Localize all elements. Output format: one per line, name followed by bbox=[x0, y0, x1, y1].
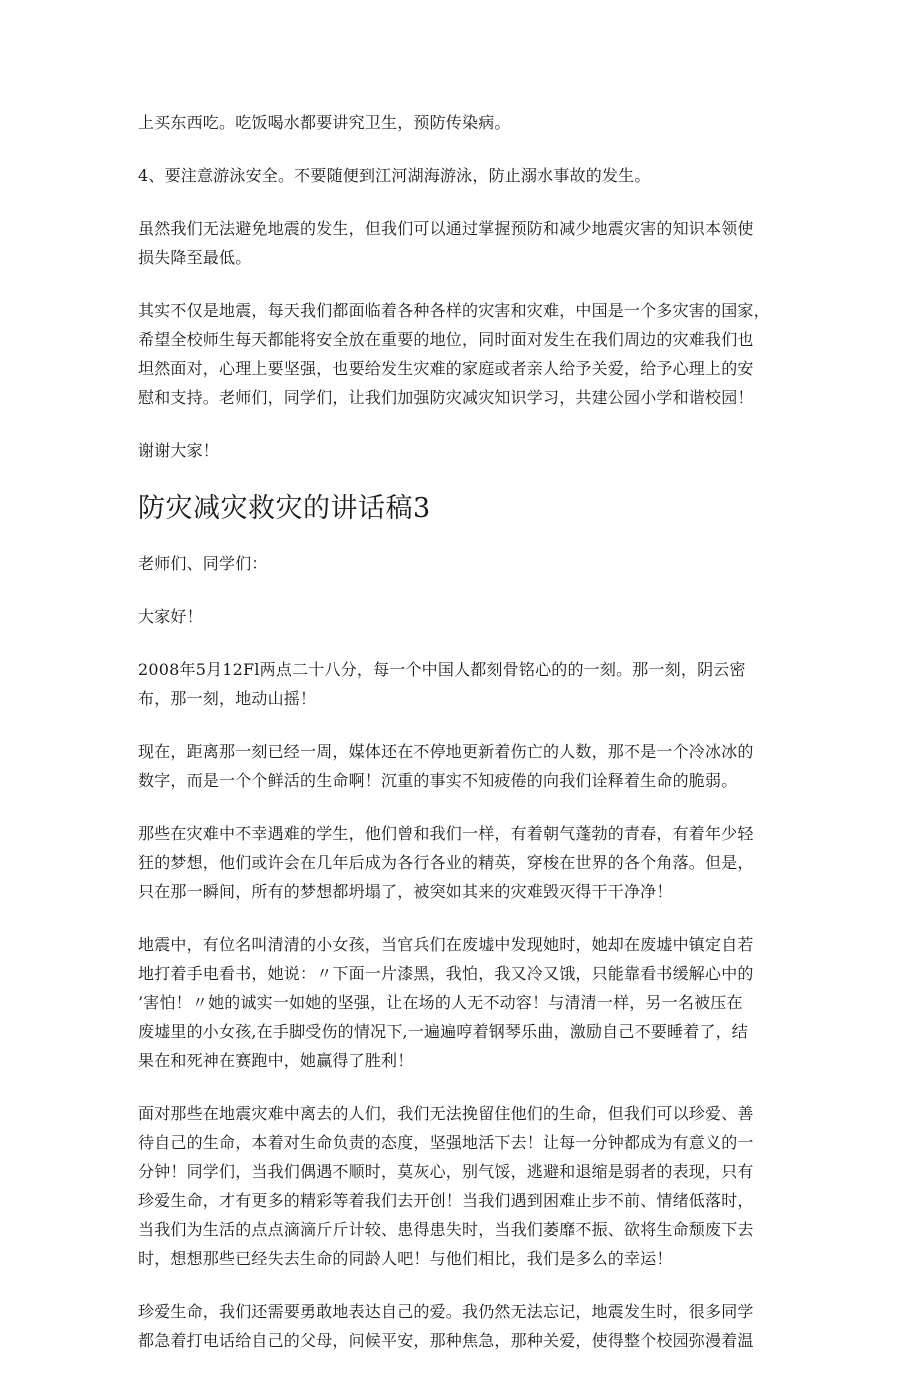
paragraph-line: 都急着打电话给自己的父母，问候平安，那种焦急，那种关爱，使得整个校园弥漫着温 bbox=[138, 1331, 754, 1350]
paragraph bbox=[138, 602, 798, 631]
paragraph-line: 珍爱生命，我们还需要勇敢地表达自己的爱。我仍然无法忘记，地震发生时，很多同学 bbox=[138, 1302, 754, 1321]
paragraph bbox=[138, 655, 798, 713]
paragraph bbox=[138, 737, 798, 795]
document-page bbox=[138, 108, 798, 1379]
paragraph-line: 老师们、同学们： bbox=[138, 554, 268, 573]
paragraph-line: 果在和死神在赛跑中，她赢得了胜利！ bbox=[138, 1051, 414, 1070]
section-title: 防灾减灾救灾的讲话稿3 bbox=[138, 493, 431, 524]
paragraph-line: 损失降至最低。 bbox=[138, 248, 252, 267]
paragraph-line: 时，想想那些已经失去生命的同龄人吧！与他们相比，我们是多么的幸运！ bbox=[138, 1249, 673, 1268]
paragraph bbox=[138, 549, 798, 578]
paragraph bbox=[138, 108, 798, 137]
paragraph-line: 待自己的生命，本着对生命负责的态度，坚强地活下去！让每一分钟都成为有意义的一 bbox=[138, 1133, 754, 1152]
paragraph-line: 珍爱生命，才有更多的精彩等着我们去开创！当我们遇到困难止步不前、情绪低落时， bbox=[138, 1191, 754, 1210]
paragraph-line: 分钟！同学们，当我们偶遇不顺时，莫灰心，别气馁，逃避和退缩是弱者的表现，只有 bbox=[138, 1162, 754, 1181]
paragraph-line: 那些在灾难中不幸遇难的学生，他们曾和我们一样，有着朝气蓬勃的青春，有着年少轻 bbox=[138, 824, 754, 843]
paragraph bbox=[138, 161, 798, 190]
paragraph bbox=[138, 436, 798, 465]
paragraph-line: 大家好！ bbox=[138, 607, 203, 626]
paragraph-line: 布，那一刻，地动山摇！ bbox=[138, 689, 317, 708]
paragraph-line: 其实不仅是地震，每天我们都面临着各种各样的灾害和灾难，中国是一个多灾害的国家， bbox=[138, 301, 770, 320]
paragraph-line: 废墟里的小女孩,在手脚受伤的情况下,一遍遍哼着钢琴乐曲，激励自己不要睡着了，结 bbox=[138, 1022, 748, 1041]
paragraph-line: 虽然我们无法避免地震的发生，但我们可以通过掌握预防和减少地震灾害的知识本领使 bbox=[138, 219, 754, 238]
paragraph-line: 2008年5月12Fl两点二十八分，每一个中国人都刻骨铭心的的一刻。那一刻，阴云密 bbox=[138, 660, 746, 679]
paragraph-line: 4、要注意游泳安全。不要随便到江河湖海游泳，防止溺水事故的发生。 bbox=[138, 166, 651, 185]
paragraph-line: 谢谢大家！ bbox=[138, 441, 220, 460]
paragraph bbox=[138, 930, 798, 1075]
paragraph-line: 地震中，有位名叫清清的小女孩，当官兵们在废墟中发现她时，她却在废墟中镇定自若 bbox=[138, 935, 754, 954]
paragraph bbox=[138, 296, 798, 412]
paragraph-line: 坦然面对，心理上要坚强，也要给发生灾难的家庭或者亲人给予关爱，给予心理上的安 bbox=[138, 359, 754, 378]
paragraph bbox=[138, 1099, 798, 1273]
paragraph-line: 狂的梦想，他们或许会在几年后成为各行各业的精英，穿梭在世界的各个角落。但是， bbox=[138, 853, 754, 872]
paragraph-line: 上买东西吃。吃饭喝水都要讲究卫生，预防传染病。 bbox=[138, 113, 511, 132]
paragraph-line: 地打着手电看书，她说：〃下面一片漆黑，我怕，我又冷又饿，只能靠看书缓解心中的 bbox=[138, 964, 754, 983]
paragraph bbox=[138, 1297, 798, 1355]
paragraph-line: 面对那些在地震灾难中离去的人们，我们无法挽留住他们的生命，但我们可以珍爱、善 bbox=[138, 1104, 754, 1123]
paragraph bbox=[138, 819, 798, 906]
paragraph-line: 慰和支持。老师们，同学们，让我们加强防灾减灾知识学习，共建公园小学和谐校园！ bbox=[138, 388, 754, 407]
previous-section-body bbox=[138, 108, 798, 465]
paragraph-line: 只在那一瞬间，所有的梦想都坍塌了，被突如其来的灾难毁灭得干干净净！ bbox=[138, 882, 673, 901]
paragraph-line: ’害怕！〃她的诚实一如她的坚强，让在场的人无不动容！与清清一样，另一名被压在 bbox=[138, 993, 743, 1012]
paragraph-line: 数字，而是一个个鲜活的生命啊！沉重的事实不知疲倦的向我们诠释着生命的脆弱。 bbox=[138, 771, 738, 790]
paragraph-line: 希望全校师生每天都能将安全放在重要的地位，同时面对发生在我们周边的灾难我们也 bbox=[138, 330, 754, 349]
paragraph-line: 现在，距离那一刻已经一周，媒体还在不停地更新着伤亡的人数，那不是一个冷冰冰的 bbox=[138, 742, 754, 761]
paragraph-line: 当我们为生活的点点滴滴斤斤计较、患得患失时，当我们萎靡不振、欲将生命颓废下去 bbox=[138, 1220, 754, 1239]
section-3-body bbox=[138, 549, 798, 1355]
paragraph bbox=[138, 214, 798, 272]
